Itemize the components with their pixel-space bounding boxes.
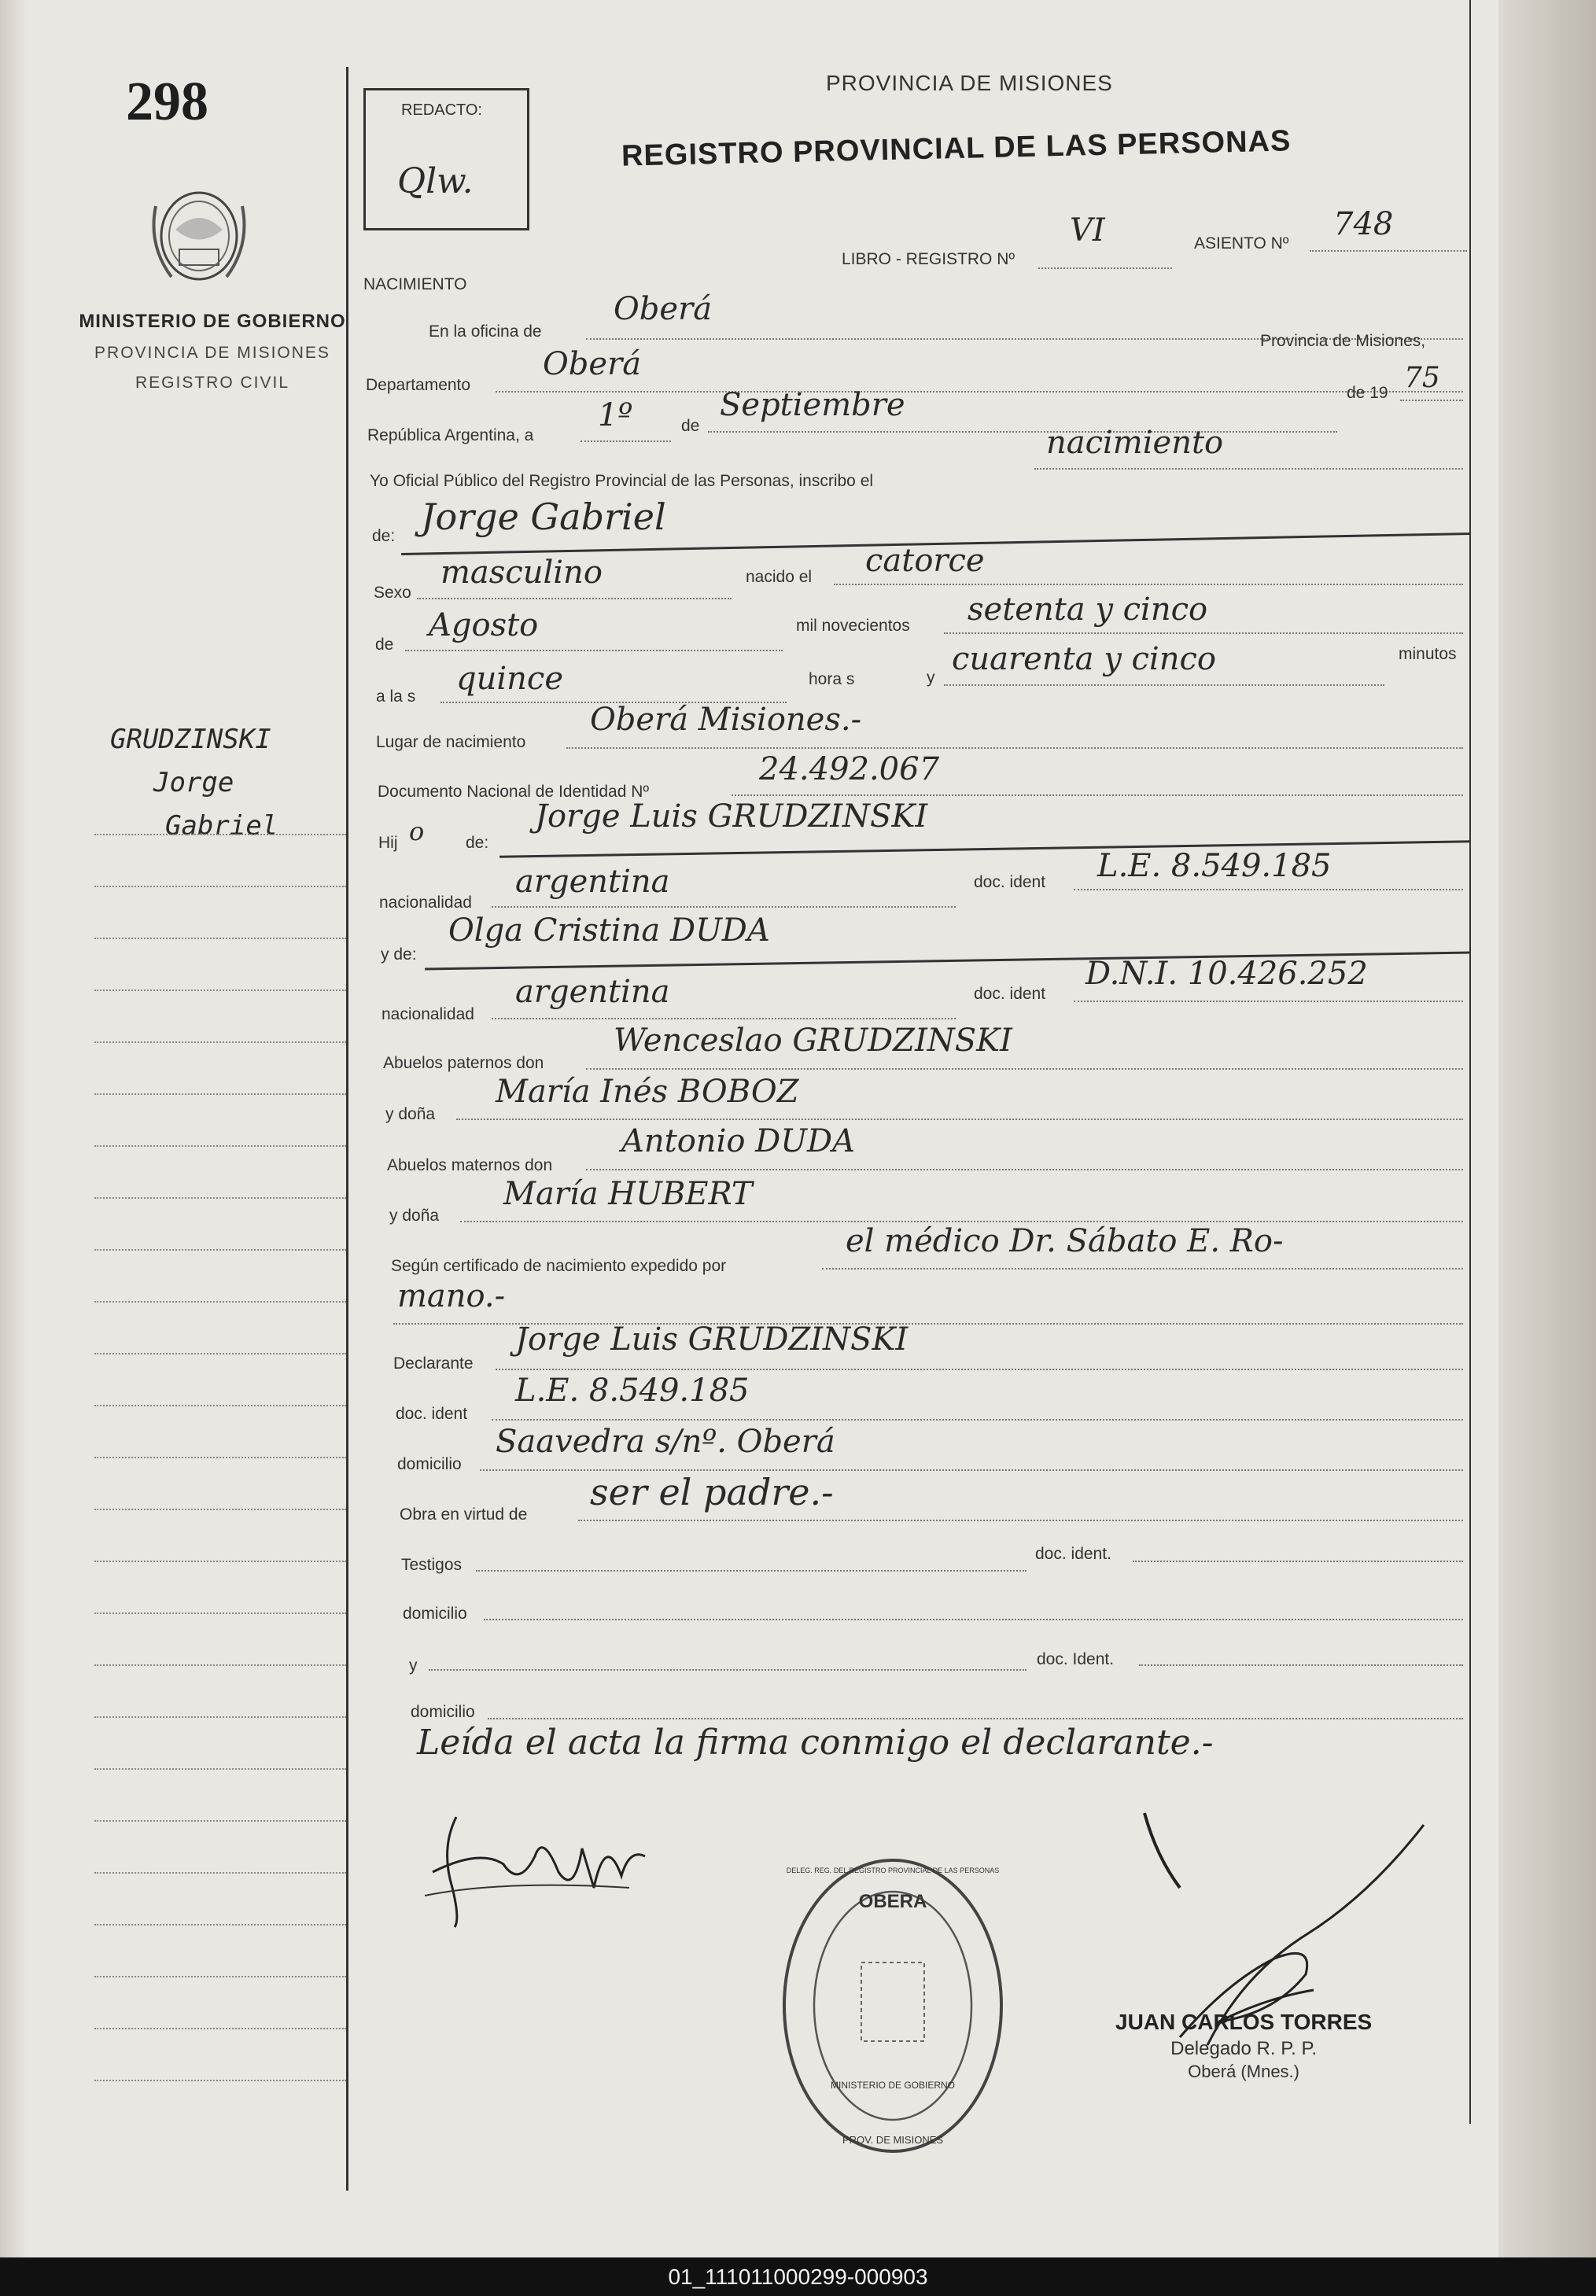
margin-rule-line xyxy=(94,1093,346,1095)
margin-rule-line xyxy=(94,1509,346,1510)
stamp-bottom: PROV. DE MISIONES xyxy=(842,2134,944,2146)
madre-value: Olga Cristina DUDA xyxy=(448,912,770,949)
inscribo-line xyxy=(1034,468,1463,470)
redacto-initials: Qlw. xyxy=(397,161,474,201)
abuelos-m-label: Abuelos maternos don xyxy=(387,1156,553,1174)
abuelo-m-line xyxy=(586,1169,1463,1170)
abuelos-p-label: Abuelos paternos don xyxy=(383,1054,544,1072)
doc-madre-value: D.N.I. 10.426.252 xyxy=(1086,956,1368,992)
testigos-domicilio-line xyxy=(484,1619,1463,1620)
nac-padre-value: argentina xyxy=(515,864,670,900)
margin-rule-line xyxy=(94,1924,346,1926)
dni-line xyxy=(732,794,1463,796)
asiento-value: 748 xyxy=(1333,206,1394,242)
testigo2-line xyxy=(429,1669,1027,1671)
abuela-m-value: María HUBERT xyxy=(503,1176,753,1212)
declarante-line xyxy=(496,1369,1463,1370)
mes-line xyxy=(708,431,1337,433)
margin-rule-line xyxy=(94,1249,346,1251)
margin-rule-line xyxy=(94,2028,346,2029)
registry-title: REGISTRO PROVINCIAL DE LAS PERSONAS xyxy=(621,124,1292,173)
margin-rule-line xyxy=(94,1716,346,1718)
minutos-label: minutos xyxy=(1399,645,1457,663)
testigo2-doc-line xyxy=(1139,1664,1463,1666)
libro-label: LIBRO - REGISTRO Nº xyxy=(842,250,1015,268)
doc-padre-label: doc. ident xyxy=(974,873,1046,891)
dia-value: 1º xyxy=(598,397,633,433)
mes-value: Septiembre xyxy=(720,387,905,423)
margin-rule-line xyxy=(94,1457,346,1458)
departamento-line xyxy=(496,391,1463,392)
redacto-label: REDACTO: xyxy=(401,101,482,119)
departamento-label: Departamento xyxy=(366,376,471,394)
doc-decl-line xyxy=(492,1419,1463,1421)
abuelo-m-value: Antonio DUDA xyxy=(621,1123,855,1159)
obra-value: ser el padre.- xyxy=(590,1471,834,1513)
nacido-label: nacido el xyxy=(746,568,813,586)
coat-of-arms-icon xyxy=(140,175,258,300)
sexo-line xyxy=(417,598,732,599)
testigos-domicilio-label: domicilio xyxy=(403,1605,467,1623)
hijo-label: Hij xyxy=(378,834,398,852)
abuela-p-label: y doña xyxy=(385,1105,436,1123)
anio-nac-value: setenta y cinco xyxy=(968,592,1208,628)
section-label: NACIMIENTO xyxy=(363,275,467,293)
margin-rule-line xyxy=(94,1405,346,1406)
dni-label: Documento Nacional de Identidad Nº xyxy=(378,783,650,801)
image-id-caption: 01_111011000299-000903 xyxy=(0,2257,1596,2296)
lugar-label: Lugar de nacimiento xyxy=(376,733,526,751)
hora-label: hora s xyxy=(809,670,855,688)
nac-madre-value: argentina xyxy=(515,974,670,1010)
domicilio-value: Saavedra s/nº. Oberá xyxy=(496,1424,835,1460)
oficina-label: En la oficina de xyxy=(429,322,542,341)
de-label: de xyxy=(681,417,700,435)
margin-rule-line xyxy=(94,938,346,939)
margin-rule-line xyxy=(94,1976,346,1977)
leida-statement: Leída el acta la firma conmigo el declarante.- xyxy=(417,1723,1214,1763)
doc-decl-label: doc. ident xyxy=(396,1405,468,1423)
margin-rule-line xyxy=(94,1353,346,1354)
margin-rule-line xyxy=(94,1664,346,1666)
margin-rule-line xyxy=(94,834,346,835)
testigo2-domicilio-line xyxy=(488,1718,1463,1719)
abuela-p-line xyxy=(456,1119,1463,1120)
lugar-line xyxy=(566,747,1463,749)
abuelo-p-value: Wenceslao GRUDZINSKI xyxy=(614,1023,1012,1059)
sexo-label: Sexo xyxy=(374,584,411,602)
oficial-label: Yo Oficial Público del Registro Provincial de las Personas, inscribo el xyxy=(370,472,874,490)
obra-label: Obra en virtud de xyxy=(400,1505,528,1524)
margin-rule-line xyxy=(94,886,346,887)
official-stamp xyxy=(775,1852,1011,2159)
oficina-value: Oberá xyxy=(614,291,713,327)
ministry-registry: REGISTRO CIVIL xyxy=(135,374,290,392)
nombre-value: Jorge Gabriel xyxy=(421,496,666,538)
stamp-inner: MINISTERIO DE GOBIERNO xyxy=(830,2080,956,2091)
margin-firstname: Jorge xyxy=(153,767,234,798)
margin-rule-line xyxy=(94,1820,346,1822)
abuelo-p-line xyxy=(586,1068,1463,1070)
nombre-label: de: xyxy=(372,527,396,545)
anio-label: de 19 xyxy=(1347,384,1388,402)
mil-label: mil novecientos xyxy=(796,617,910,635)
ministry-province: PROVINCIA DE MISIONES xyxy=(94,344,330,362)
testigo2-label: y xyxy=(409,1657,418,1675)
minutos-line xyxy=(944,684,1384,686)
declarant-signature xyxy=(409,1801,661,1935)
nacido-value: catorce xyxy=(865,543,985,579)
libro-value: VI xyxy=(1070,212,1105,249)
testigos-line xyxy=(476,1570,1027,1572)
hora-value: quince xyxy=(456,661,563,697)
minutos-value: cuarenta y cinco xyxy=(952,641,1216,677)
libro-line xyxy=(1038,267,1172,269)
margin-rule-line xyxy=(94,1197,346,1199)
anio-line xyxy=(1400,400,1463,401)
mes-nac-line xyxy=(405,650,783,651)
lugar-value: Oberá Misiones.- xyxy=(590,702,862,738)
cert-line xyxy=(822,1268,1463,1270)
doc-padre-value: L.E. 8.549.185 xyxy=(1097,848,1332,884)
official-place: Oberá (Mnes.) xyxy=(1188,2062,1299,2081)
republica-label: República Argentina, a xyxy=(367,426,534,444)
doc-madre-label: doc. ident xyxy=(974,985,1046,1003)
margin-rule-line xyxy=(94,1041,346,1043)
hijo-de-label: de: xyxy=(466,834,489,852)
anio-nac-line xyxy=(944,632,1463,634)
abuela-p-value: María Inés BOBOZ xyxy=(496,1074,799,1110)
madre-label: y de: xyxy=(381,945,417,964)
declarante-label: Declarante xyxy=(393,1354,474,1373)
dni-value: 24.492.067 xyxy=(759,751,940,787)
padre-value: Jorge Luis GRUDZINSKI xyxy=(535,798,928,835)
abuela-m-label: y doña xyxy=(389,1207,440,1225)
doc-madre-line xyxy=(1074,1001,1463,1002)
margin-secondname: Gabriel xyxy=(165,810,278,842)
redacto-box xyxy=(363,88,529,230)
book-binding xyxy=(1498,0,1596,2257)
stamp-city: OBERA xyxy=(858,1891,927,1912)
anio-value: 75 xyxy=(1404,362,1440,394)
dia-line xyxy=(581,440,671,442)
asiento-label: ASIENTO Nº xyxy=(1194,234,1289,252)
ministry-heading xyxy=(75,311,350,392)
doc-padre-line xyxy=(1074,889,1463,890)
margin-rule-line xyxy=(94,1768,346,1770)
margin-rule-line xyxy=(94,2080,346,2081)
margin-rule-line xyxy=(94,1872,346,1874)
margin-rule-line xyxy=(94,1145,346,1147)
departamento-value: Oberá xyxy=(543,346,642,382)
domicilio-label: domicilio xyxy=(397,1455,462,1473)
ministry-name: MINISTERIO DE GOBIERNO xyxy=(79,311,346,332)
testigo2-doc-label: doc. Ident. xyxy=(1037,1650,1115,1668)
official-title: Delegado R. P. P. xyxy=(1170,2038,1318,2059)
provincia-label: Provincia de Misiones, xyxy=(1260,332,1426,350)
abuela-m-line xyxy=(460,1221,1463,1222)
nac-madre-label: nacionalidad xyxy=(381,1005,474,1023)
inscribo-value: nacimiento xyxy=(1046,425,1224,461)
official-name: JUAN CARLOS TORRES xyxy=(1115,2010,1373,2034)
sexo-value: masculino xyxy=(440,555,603,591)
folio-number: 298 xyxy=(126,72,208,132)
asiento-line xyxy=(1310,250,1467,252)
right-rule xyxy=(1469,0,1471,2124)
nac-padre-line xyxy=(492,906,956,908)
nac-padre-label: nacionalidad xyxy=(379,894,472,912)
hijo-suffix: o xyxy=(409,816,425,846)
province-heading: PROVINCIA DE MISIONES xyxy=(826,71,1113,95)
mes-nac-label: de xyxy=(375,636,394,654)
doc-decl-value: L.E. 8.549.185 xyxy=(515,1373,750,1409)
obra-line xyxy=(578,1520,1463,1521)
official-block xyxy=(1115,2010,1372,2082)
cert-label: Según certificado de nacimiento expedido por xyxy=(391,1257,727,1275)
page-left-edge xyxy=(0,0,28,2257)
margin-surname: GRUDZINSKI xyxy=(110,724,271,755)
margin-rule-line xyxy=(94,1301,346,1303)
margin-rule-line xyxy=(94,1561,346,1562)
y-label: y xyxy=(927,669,935,687)
testigos-doc-line xyxy=(1133,1561,1463,1562)
margin-rule-line xyxy=(94,1612,346,1614)
cert-value-2: mano.- xyxy=(397,1278,506,1314)
testigos-label: Testigos xyxy=(401,1556,463,1574)
nac-madre-line xyxy=(492,1018,956,1019)
declarante-value: Jorge Luis GRUDZINSKI xyxy=(515,1321,909,1358)
nacido-line xyxy=(834,584,1463,585)
margin-rule-line xyxy=(94,990,346,991)
testigo2-domicilio-label: domicilio xyxy=(411,1703,475,1721)
hora-prefix-label: a la s xyxy=(376,687,416,706)
mes-nac-value: Agosto xyxy=(429,607,539,643)
cert-value-1: el médico Dr. Sábato E. Ro- xyxy=(846,1223,1284,1259)
testigos-doc-label: doc. ident. xyxy=(1035,1545,1111,1563)
stamp-ring: DELEG. REG. DEL REGISTRO PROVINCIAL DE LAS PERSONAS xyxy=(786,1867,1000,1874)
